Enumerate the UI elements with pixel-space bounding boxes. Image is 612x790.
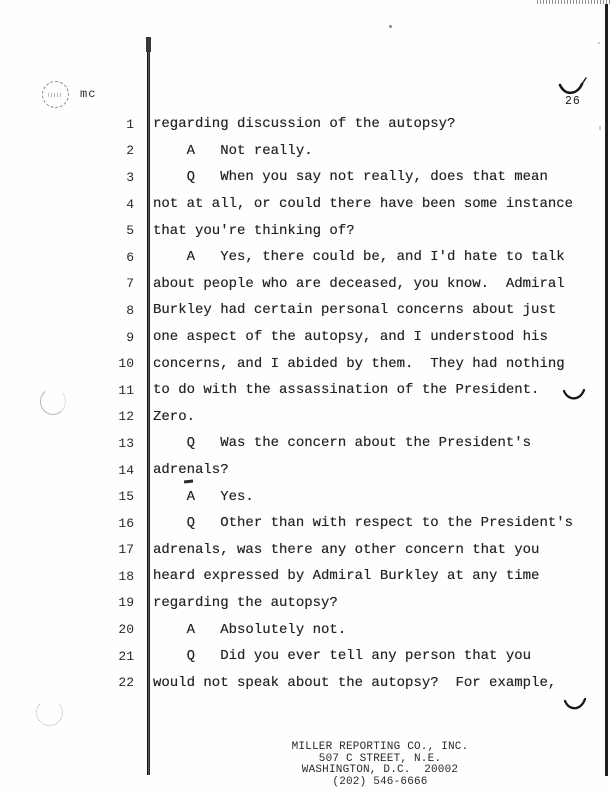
transcript-line [0,643,612,670]
scan-edge-hatch-artifact [537,0,612,4]
transcript-line [0,217,612,244]
line-number: 1 [126,116,134,132]
line-text: regarding the autopsy? [153,594,338,611]
smile-scribble-icon [562,388,586,403]
line-text: Q Other than with respect to the President's [153,515,574,532]
line-text: heard expressed by Admiral Burkley at any time [153,568,540,585]
transcript-line [0,457,612,484]
line-number: 5 [126,223,134,239]
line-number: 14 [118,462,134,478]
line-number: 20 [118,622,134,638]
line-number: 17 [118,542,134,558]
footer-line: 507 C STREET, N.E. [318,752,442,765]
line-text: not at all, or could there have been some instance [153,196,574,213]
line-number: 2 [126,143,134,159]
transcript-line [0,563,612,590]
line-text: Q When you say not really, does that mean [153,169,548,186]
line-text: Q Was the concern about the President's [153,435,532,452]
line-text: Burkley had certain personal concerns about just [153,302,557,319]
ink-speck [598,42,600,44]
line-text: one aspect of the autopsy, and I understood his [153,329,548,346]
transcript-line [0,138,612,165]
stenographer-initials: mc [80,87,97,101]
transcript-line [0,616,612,643]
ink-speck [389,25,392,28]
transcript-line [0,324,612,351]
transcript-line [0,510,612,537]
line-number: 8 [126,302,134,318]
line-number: 7 [126,276,134,292]
line-text: adrenals? [153,462,229,479]
line-text: A Absolutely not. [153,621,347,638]
line-number: 12 [118,409,134,425]
line-text: about people who are deceased, you know. Admiral [153,275,565,292]
line-text: adrenals, was there any other concern that you [153,541,540,558]
line-text: Q Did you ever tell any person that you [153,648,532,665]
transcript-line [0,590,612,617]
line-text: that you're thinking of? [153,222,355,239]
line-number: 15 [118,489,134,505]
transcript-line [0,404,612,431]
line-number: 3 [126,169,134,185]
transcript-line [0,191,612,218]
transcript-line [0,164,612,191]
line-text: A Yes. [153,488,254,505]
line-number: 18 [118,568,134,584]
line-text: regarding discussion of the autopsy? [153,116,456,133]
line-number: 4 [126,196,134,212]
transcript-line [0,537,612,564]
line-number: 19 [118,595,134,611]
smile-scribble-icon [563,697,587,713]
transcript-line [0,111,612,138]
line-text: Zero. [153,408,196,425]
line-text: A Not really. [153,142,313,159]
transcript-line [0,271,612,298]
page-number: 26 [565,95,581,108]
transcript-line [0,377,612,404]
footer-line: WASHINGTON, D.C. 20002 [301,764,459,777]
line-number: 9 [126,329,134,345]
line-number: 21 [118,648,134,664]
line-number: 10 [118,356,134,372]
line-text: A Yes, there could be, and I'd hate to talk [153,249,565,266]
punch-hole-arc-icon [36,699,63,726]
line-number: 6 [126,249,134,265]
transcript-line [0,430,612,457]
footer-line: (202) 546-6666 [332,775,428,788]
line-text: concerns, and I abided by them. They had nothing [153,355,565,372]
transcript-line [0,669,612,696]
line-text: to do with the assassination of the President. [153,382,540,399]
transcript-line [0,483,612,510]
transcript-lines [0,111,612,696]
transcript-line [0,244,612,271]
line-number: 11 [118,382,134,398]
line-number: 16 [118,515,134,531]
line-number: 22 [118,675,134,691]
footer-line: MILLER REPORTING CO., INC. [291,741,469,753]
reporting-company-footer [250,742,510,788]
stamp-circle-icon [42,81,69,108]
transcript-line [0,350,612,377]
line-number: 13 [118,435,134,451]
transcript-line [0,297,612,324]
line-text: would not speak about the autopsy? For example, [153,674,557,691]
